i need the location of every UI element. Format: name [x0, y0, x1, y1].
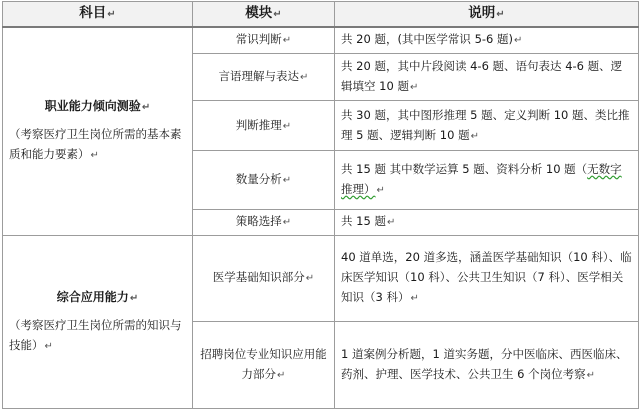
- module-cell: 医学基础知识部分↵: [193, 235, 335, 322]
- desc-cell: 1 道案例分析题，1 道实务题，分中医临床、西医临床、药剂、护理、医学技术、公共卫生 6 个岗位考察↵: [335, 322, 639, 409]
- paragraph-mark: ↵: [107, 9, 116, 20]
- paragraph-mark: ↵: [282, 120, 292, 132]
- module-cell: 判断推理↵: [193, 101, 335, 151]
- header-subject: 科目↵: [3, 2, 193, 28]
- table-header-row: [3, 2, 639, 28]
- paragraph-mark: ↵: [282, 35, 292, 47]
- paragraph-mark: ↵: [409, 81, 419, 93]
- paragraph-mark: ↵: [44, 340, 53, 352]
- paragraph-mark: ↵: [386, 217, 396, 229]
- paragraph-mark: ↵: [300, 71, 309, 83]
- paragraph-mark: ↵: [410, 293, 419, 305]
- paragraph-mark: ↵: [90, 150, 99, 162]
- paragraph-mark: ↵: [282, 217, 292, 229]
- desc-cell: 共 30 题，其中图形推理 5 题、定义判断 10 题、类比推理 5 题、逻辑判断 10 题↵: [335, 101, 639, 151]
- subject-cell-aptitude: [3, 27, 193, 235]
- paragraph-mark: ↵: [586, 370, 596, 382]
- desc-cell: 共 15 题 其中数学运算 5 题、资料分析 10 题（无数字推理）↵: [335, 151, 639, 210]
- exam-structure-table: [2, 1, 639, 409]
- paragraph-mark: ↵: [129, 292, 139, 304]
- paragraph-mark: ↵: [277, 370, 286, 382]
- paragraph-mark: ↵: [376, 184, 385, 196]
- module-cell: 言语理解与表达↵: [193, 53, 335, 101]
- paragraph-mark: ↵: [273, 9, 282, 20]
- paragraph-mark: ↵: [305, 273, 315, 285]
- subject-note: （考察医疗卫生岗位所需的基本素质和能力要素）↵: [9, 127, 182, 162]
- subject-note: （考察医疗卫生岗位所需的知识与技能）↵: [9, 317, 182, 352]
- desc-cell: 共 15 题↵: [335, 209, 639, 235]
- header-module: 模块↵: [193, 2, 335, 28]
- module-cell: 数量分析↵: [193, 151, 335, 210]
- header-desc: 说明↵: [335, 2, 639, 28]
- module-cell: 策略选择↵: [193, 209, 335, 235]
- desc-cell: 共 20 题，其中片段阅读 4-6 题、语句表达 4-6 题、逻辑填空 10 题↵: [335, 53, 639, 101]
- subject-cell-application: [3, 235, 193, 408]
- module-cell: 招聘岗位专业知识应用能力部分↵: [193, 322, 335, 409]
- module-cell: 常识判断↵: [193, 27, 335, 53]
- wavy-underlined-text: 无数字推理）: [341, 161, 622, 196]
- table-row: [3, 235, 639, 322]
- table-row: [3, 27, 639, 53]
- desc-cell: 40 道单选，20 道多选，涵盖医学基础知识（10 科）、临床医学知识（10 科）、公共卫生知识（7 科）、医学相关知识（3 科）↵: [335, 235, 639, 322]
- paragraph-mark: ↵: [282, 174, 292, 186]
- paragraph-mark: ↵: [141, 102, 151, 114]
- paragraph-mark: ↵: [514, 35, 523, 47]
- subject-title: 职业能力倾向测验↵: [44, 99, 151, 114]
- desc-cell: 共 20 题，(其中医学常识 5-6 题)↵: [335, 27, 639, 53]
- paragraph-mark: ↵: [496, 9, 505, 20]
- paragraph-mark: ↵: [470, 130, 479, 142]
- subject-title: 综合应用能力↵: [56, 289, 139, 304]
